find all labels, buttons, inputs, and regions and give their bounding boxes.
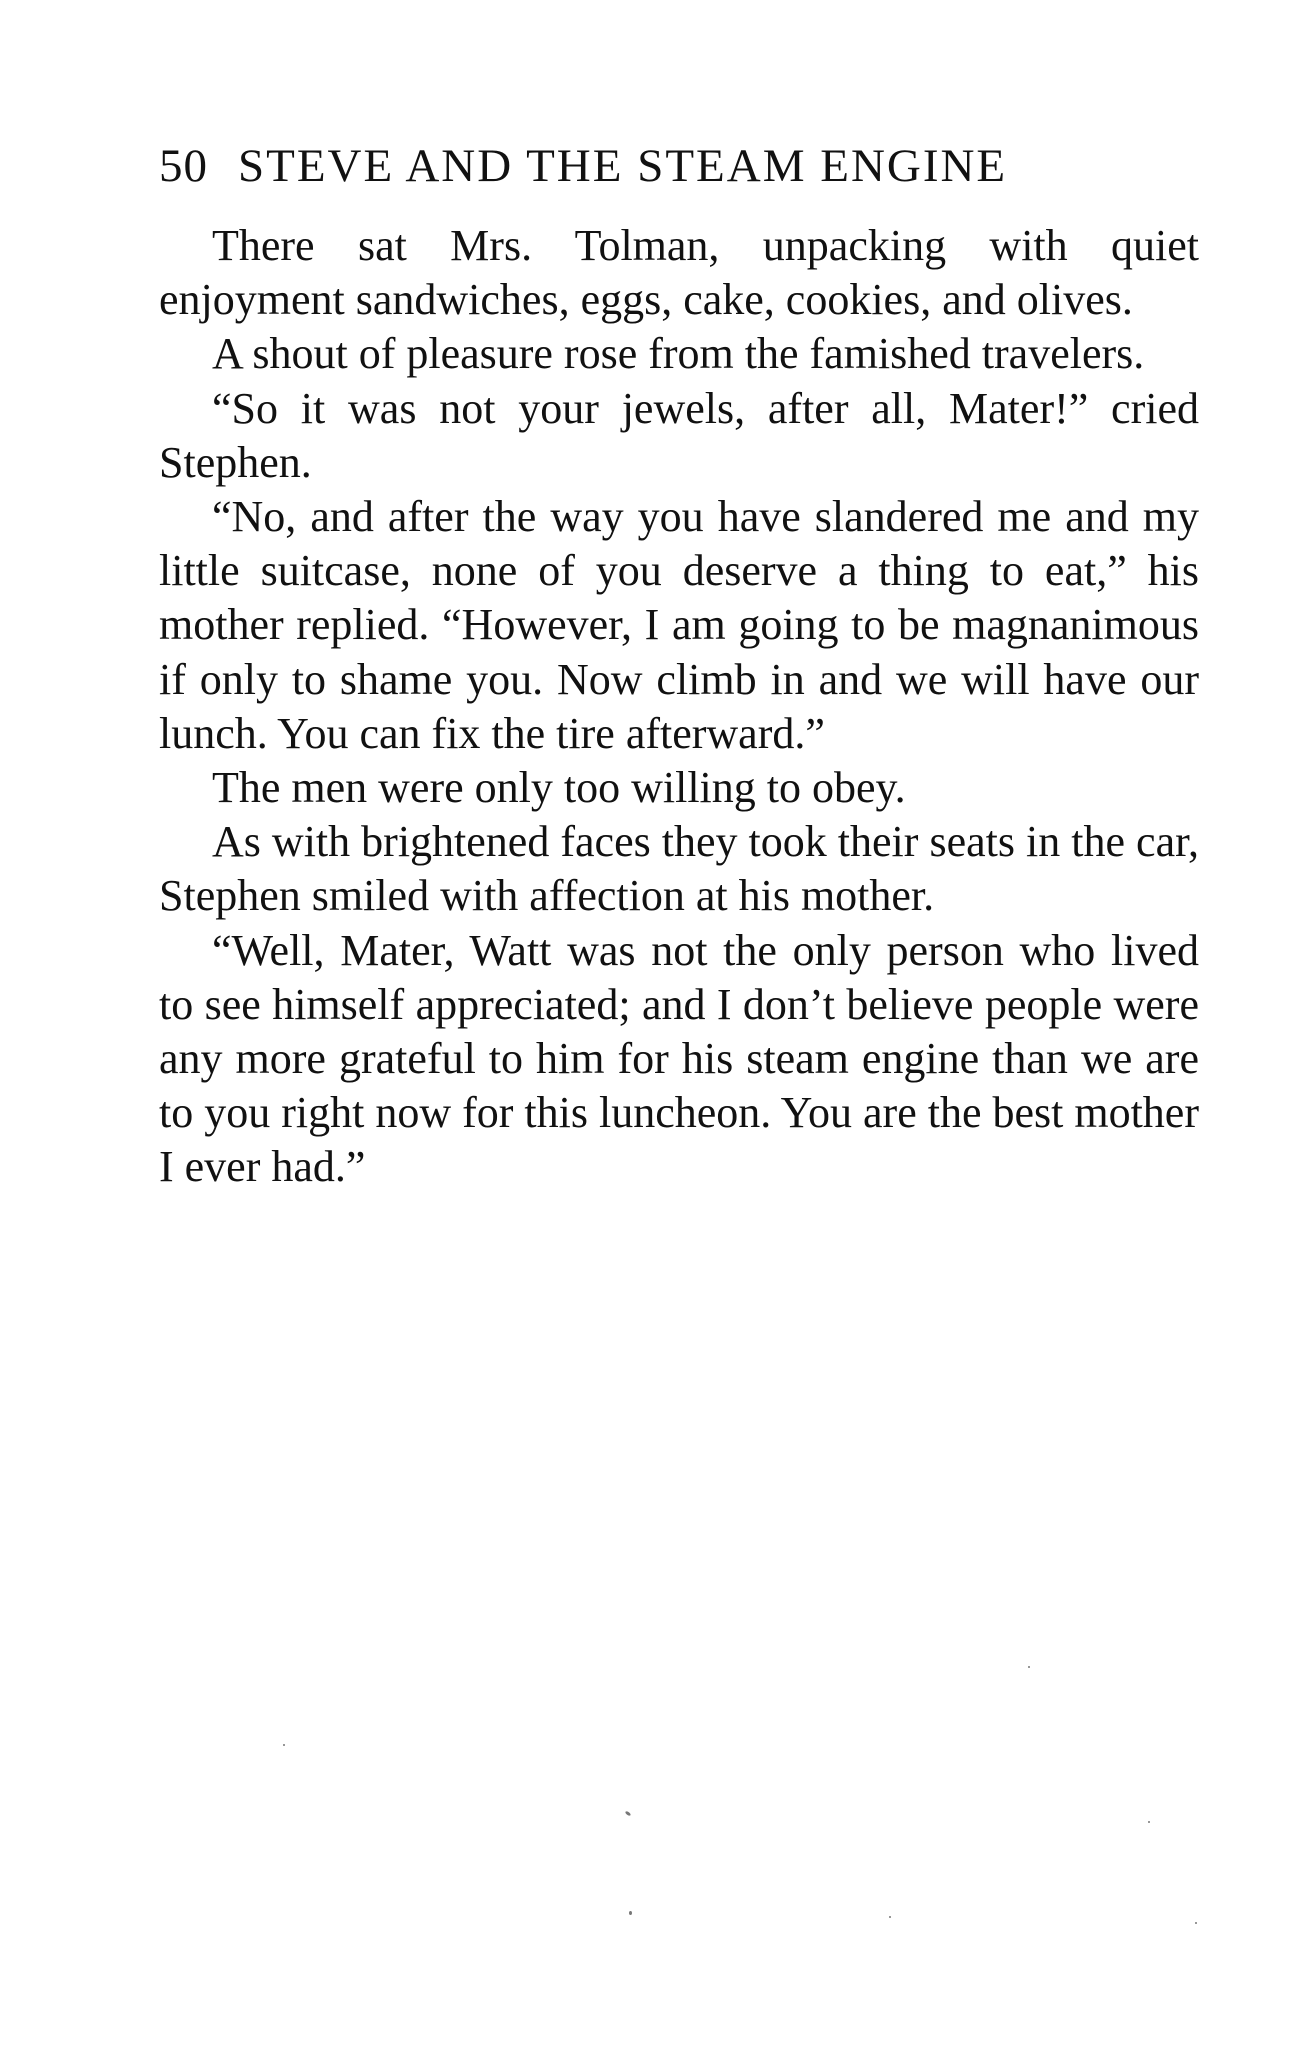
paragraph: “Well, Mater, Watt was not the only person who lived to see himself appreciated; and I don’t believe people were any more grateful to him for his steam engine than we are to you right now for this luncheon. You are the best mother I ever had.” xyxy=(159,925,1199,1192)
paragraph: “So it was not your jewels, after all, Mater!” cried Stephen. xyxy=(159,383,1199,487)
scan-speck xyxy=(1195,1922,1197,1924)
running-head xyxy=(159,138,1204,194)
scan-speck xyxy=(625,1811,632,1817)
paragraph: There sat Mrs. Tolman, unpacking with quiet enjoyment sandwiches, eggs, cake, cookies, and olives. xyxy=(159,221,1199,325)
paragraph: As with brightened faces they took their seats in the car, Stephen smiled with affection at his mother. xyxy=(159,817,1199,921)
scan-speck xyxy=(283,1744,285,1746)
paragraph: A shout of pleasure rose from the famished travelers. xyxy=(212,329,1145,379)
running-title: STEVE AND THE STEAM ENGINE xyxy=(238,140,1008,192)
scan-speck xyxy=(629,1911,632,1915)
page-number: 50 xyxy=(159,140,208,192)
scan-speck xyxy=(1028,1666,1030,1668)
paragraph: “No, and after the way you have slandered me and my little suitcase, none of you deserve a thing to eat,” his mother replied. “However, I am going to be magnanimous if only to shame you. Now climb in and we will have our lunch. You can fix the tire afterward.” xyxy=(159,492,1199,758)
paragraph: The men were only too willing to obey. xyxy=(212,763,906,813)
scan-speck xyxy=(889,1916,891,1918)
scan-speck xyxy=(1148,1821,1150,1823)
body-text xyxy=(159,219,1199,1195)
